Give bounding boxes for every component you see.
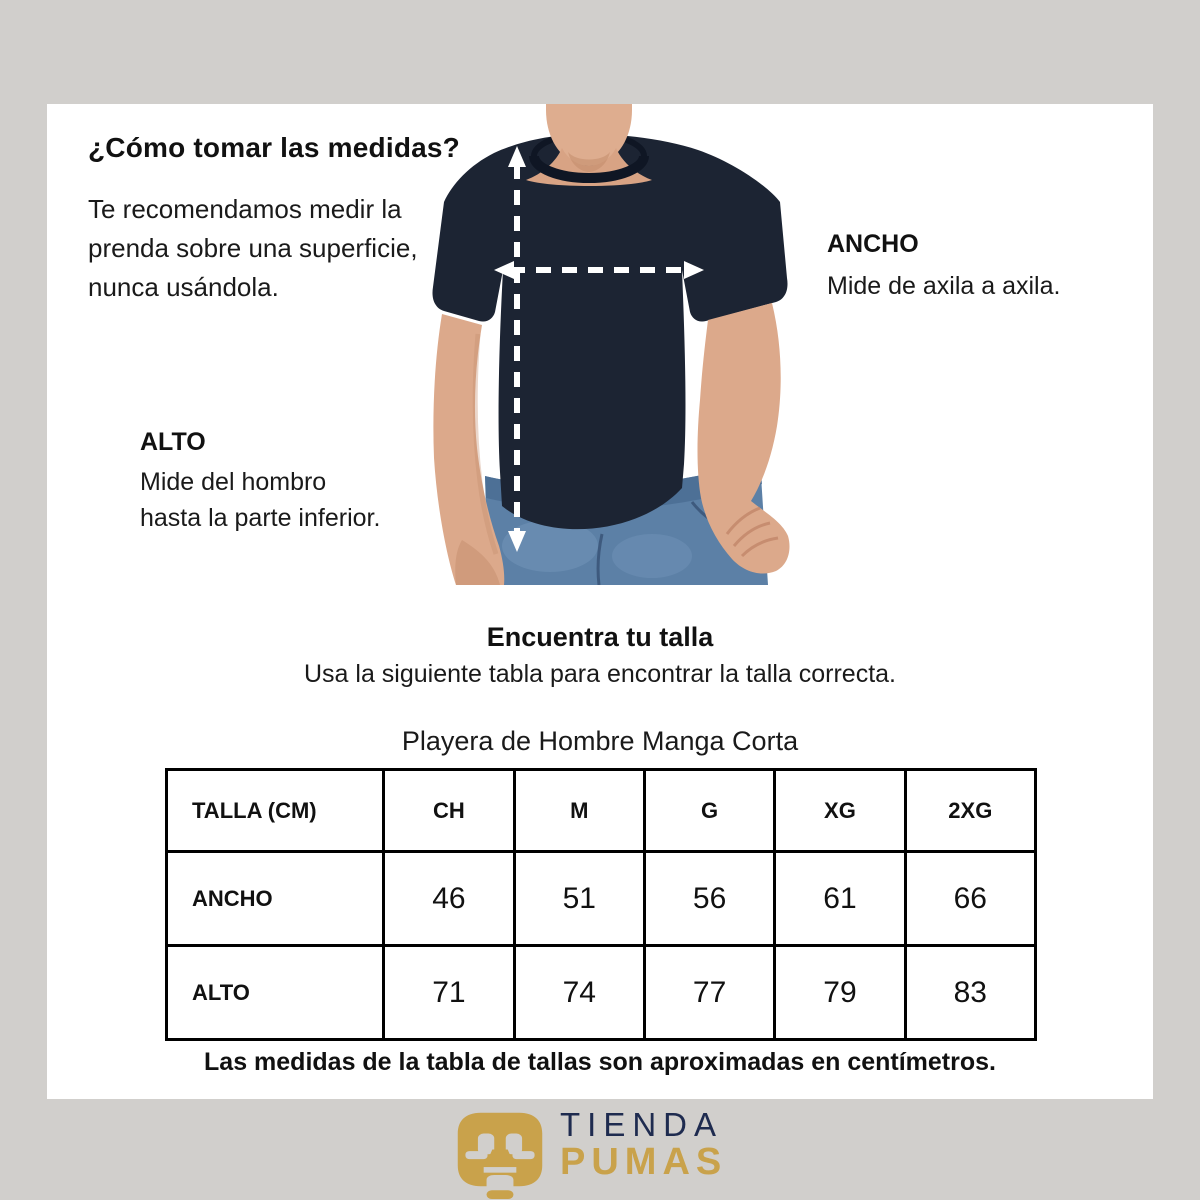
width-description: Mide de axila a axila. (827, 272, 1061, 300)
puma-icon (452, 1108, 548, 1199)
column-header-2xg: 2XG (905, 770, 1035, 852)
ancho-m-value: 51 (514, 852, 644, 946)
width-label: ANCHO (827, 230, 919, 258)
width-annotation (827, 230, 1060, 304)
size-table (165, 768, 1037, 1041)
alto-g-value: 77 (644, 946, 774, 1040)
height-annotation (140, 428, 380, 536)
alto-xg-value: 79 (775, 946, 905, 1040)
alto-2xg-value: 83 (905, 946, 1035, 1040)
measure-guide-description (88, 190, 418, 307)
size-note: Las medidas de la tabla de tallas son aproximadas en centímetros. (204, 1048, 996, 1076)
measure-guide-description-line3: nunca usándola. (88, 272, 279, 302)
size-finder-title: Encuentra tu talla (486, 622, 714, 652)
brand-logo (452, 1106, 752, 1200)
measure-guide-description-line2: prenda sobre una superficie, (88, 233, 418, 263)
tshirt-model-image (430, 104, 800, 585)
brand-name-tienda: TIENDA (560, 1106, 724, 1143)
column-header-ch: CH (384, 770, 514, 852)
column-header-g: G (644, 770, 774, 852)
height-description-line1: Mide del hombro (140, 468, 327, 496)
height-description (140, 464, 380, 536)
table-row-ancho (167, 852, 1036, 946)
ancho-ch-value: 46 (384, 852, 514, 946)
measure-guide-description-line1: Te recomendamos medir la (88, 194, 402, 224)
row-label-alto: ALTO (167, 946, 384, 1040)
height-description-line2: hasta la parte inferior. (140, 504, 381, 532)
alto-m-value: 74 (514, 946, 644, 1040)
ancho-g-value: 56 (644, 852, 774, 946)
column-header-xg: XG (775, 770, 905, 852)
ancho-2xg-value: 66 (905, 852, 1035, 946)
size-finder-subtitle: Usa la siguiente tabla para encontrar la talla correcta. (304, 660, 896, 688)
brand-name-pumas: PUMAS (560, 1141, 728, 1183)
column-header-talla: TALLA (CM) (167, 770, 384, 852)
row-label-ancho: ANCHO (167, 852, 384, 946)
size-table-title: Playera de Hombre Manga Corta (401, 726, 799, 756)
height-label: ALTO (140, 428, 206, 456)
ancho-xg-value: 61 (775, 852, 905, 946)
column-header-m: M (514, 770, 644, 852)
alto-ch-value: 71 (384, 946, 514, 1040)
measure-guide-title: ¿Cómo tomar las medidas? (88, 132, 460, 163)
table-row-alto (167, 946, 1036, 1040)
size-table-header-row (167, 770, 1036, 852)
brand-wordmark (560, 1108, 727, 1182)
